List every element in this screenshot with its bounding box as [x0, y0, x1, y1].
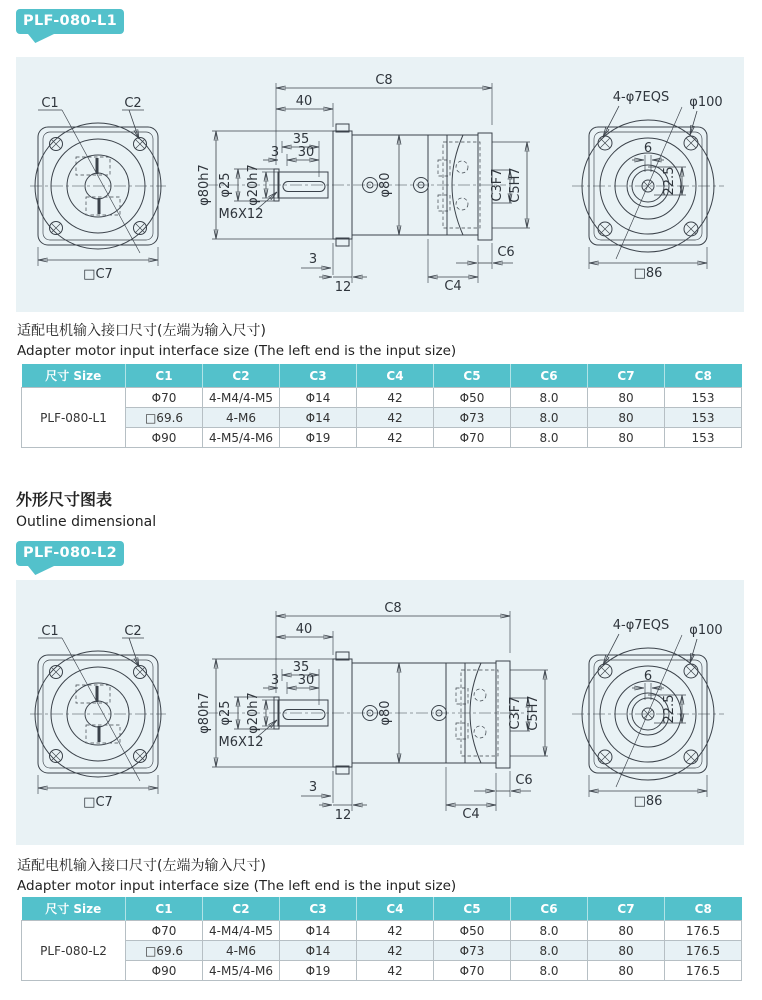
dim-label-c8: C8 — [384, 601, 402, 616]
dim-label-dia20h7: φ20h7 — [246, 164, 261, 206]
col-header-7: C7 — [588, 897, 665, 921]
dim-label-d3_bottom: 3 — [308, 252, 318, 267]
table-cell: 42 — [357, 388, 434, 408]
col-header-1: C1 — [126, 897, 203, 921]
dim-label-c2: C2 — [124, 624, 142, 639]
dim-label-c7: □C7 — [83, 795, 113, 810]
table-cell: Φ50 — [434, 921, 511, 941]
table-row — [22, 408, 742, 428]
dim-label-d3_bottom: 3 — [308, 780, 318, 795]
col-header-3: C3 — [280, 364, 357, 388]
model-badge-l1-label: PLF-080-L1 — [23, 13, 117, 29]
col-header-6: C6 — [511, 364, 588, 388]
col-header-2: C2 — [203, 364, 280, 388]
dim-label-d30: 30 — [297, 145, 315, 160]
dim-label-d22_5: 22.5 — [662, 694, 677, 724]
dim-label-d6: 6 — [643, 669, 653, 684]
outline-heading — [16, 487, 156, 530]
table-cell: Φ90 — [126, 961, 203, 981]
table-cell: 4-M4/4-M5 — [203, 921, 280, 941]
table-cell: Φ73 — [434, 941, 511, 961]
model-badge-l2-label: PLF-080-L2 — [23, 545, 117, 561]
dim-label-d86: □86 — [633, 266, 663, 281]
drawing-panel-l2 — [16, 580, 744, 845]
dimension-table-l2 — [21, 897, 742, 981]
col-header-7: C7 — [588, 364, 665, 388]
table-cell: 153 — [665, 428, 742, 448]
dim-label-d86: □86 — [633, 794, 663, 809]
table-row — [22, 941, 742, 961]
dim-label-m6: M6X12 — [218, 207, 264, 222]
table-cell: 4-M5/4-M6 — [203, 961, 280, 981]
table-cell: 4-M5/4-M6 — [203, 428, 280, 448]
table-cell: 8.0 — [511, 388, 588, 408]
table-cell: □69.6 — [126, 941, 203, 961]
table-cell: 42 — [357, 941, 434, 961]
table-cell: Φ70 — [434, 428, 511, 448]
dim-label-d3_top: 3 — [270, 673, 280, 688]
dim-label-d40: 40 — [295, 622, 313, 637]
note-en-2: Adapter motor input interface size (The left end is the input size) — [17, 878, 457, 894]
table-cell: Φ90 — [126, 428, 203, 448]
technical-drawing-l1 — [16, 57, 744, 312]
dim-label-c5h7: C5H7 — [508, 167, 523, 203]
table-cell: Φ14 — [280, 941, 357, 961]
dim-label-c6: C6 — [497, 245, 515, 260]
dim-label-d3_top: 3 — [270, 145, 280, 160]
col-header-5: C5 — [434, 364, 511, 388]
table-cell: Φ50 — [434, 388, 511, 408]
table-cell: 8.0 — [511, 961, 588, 981]
dim-label-dia80h7: φ80h7 — [197, 692, 212, 734]
dim-label-c3f7: C3F7 — [508, 696, 523, 730]
col-header-8: C8 — [665, 897, 742, 921]
table-cell: Φ19 — [280, 961, 357, 981]
table-cell: 80 — [588, 388, 665, 408]
table-cell: Φ19 — [280, 428, 357, 448]
table-cell: 4-M6 — [203, 408, 280, 428]
table-cell: 4-M4/4-M5 — [203, 388, 280, 408]
col-header-4: C4 — [357, 897, 434, 921]
col-header-6: C6 — [511, 897, 588, 921]
col-header-0: 尺寸 Size — [22, 897, 126, 921]
dim-label-dia20h7: φ20h7 — [246, 692, 261, 734]
dim-label-dia25: φ25 — [218, 700, 233, 726]
table-cell: 176.5 — [665, 961, 742, 981]
dim-label-d35: 35 — [292, 660, 310, 675]
dim-label-c6: C6 — [515, 773, 533, 788]
table-cell: □69.6 — [126, 408, 203, 428]
model-badge-l1 — [16, 9, 124, 34]
row-label: PLF-080-L2 — [22, 921, 126, 981]
dim-label-d6: 6 — [643, 141, 653, 156]
dim-label-c3f7: C3F7 — [490, 168, 505, 202]
table-cell: 80 — [588, 428, 665, 448]
col-header-8: C8 — [665, 364, 742, 388]
table-cell: Φ70 — [126, 388, 203, 408]
note-zh-1: 适配电机输入接口尺寸(左端为输入尺寸) — [17, 323, 266, 339]
table-cell: 8.0 — [511, 921, 588, 941]
note-block-2 — [17, 855, 456, 894]
dim-label-d30: 30 — [297, 673, 315, 688]
table-cell: Φ14 — [280, 921, 357, 941]
table-cell: 176.5 — [665, 921, 742, 941]
dim-label-dia100: φ100 — [689, 95, 723, 110]
outline-heading-zh: 外形尺寸图表 — [16, 490, 113, 509]
col-header-0: 尺寸 Size — [22, 364, 126, 388]
table-cell: 42 — [357, 961, 434, 981]
model-badge-l2 — [16, 541, 124, 566]
dim-label-dia100: φ100 — [689, 623, 723, 638]
dim-label-c5h7: C5H7 — [526, 695, 541, 731]
table-cell: Φ70 — [126, 921, 203, 941]
drawing-panel-l1 — [16, 57, 744, 312]
table-cell: 80 — [588, 961, 665, 981]
col-header-2: C2 — [203, 897, 280, 921]
note-zh-2: 适配电机输入接口尺寸(左端为输入尺寸) — [17, 858, 266, 874]
dim-label-d40: 40 — [295, 94, 313, 109]
table-row — [22, 961, 742, 981]
dim-label-c1: C1 — [41, 624, 59, 639]
table-cell: Φ14 — [280, 408, 357, 428]
table-cell: Φ14 — [280, 388, 357, 408]
table-cell: 8.0 — [511, 941, 588, 961]
dim-label-dia80h7: φ80h7 — [197, 164, 212, 206]
dim-label-d22_5: 22.5 — [662, 166, 677, 196]
col-header-3: C3 — [280, 897, 357, 921]
dim-label-eqs: 4-φ7EQS — [612, 618, 670, 633]
dim-label-m6: M6X12 — [218, 735, 264, 750]
dim-label-c8: C8 — [375, 73, 393, 88]
table-cell: 42 — [357, 921, 434, 941]
table-cell: 176.5 — [665, 941, 742, 961]
note-block-1 — [17, 320, 456, 359]
dim-label-d35: 35 — [292, 132, 310, 147]
dim-label-c7: □C7 — [83, 267, 113, 282]
dim-label-c2: C2 — [124, 96, 142, 111]
note-en-1: Adapter motor input interface size (The left end is the input size) — [17, 343, 457, 359]
table-cell: 80 — [588, 921, 665, 941]
table-cell: 4-M6 — [203, 941, 280, 961]
dim-label-d12: 12 — [334, 280, 352, 295]
dim-label-eqs: 4-φ7EQS — [612, 90, 670, 105]
table-cell: 8.0 — [511, 408, 588, 428]
table-cell: 80 — [588, 408, 665, 428]
table-cell: 80 — [588, 941, 665, 961]
table-cell: 42 — [357, 428, 434, 448]
col-header-1: C1 — [126, 364, 203, 388]
row-label: PLF-080-L1 — [22, 388, 126, 448]
table-cell: Φ70 — [434, 961, 511, 981]
dim-label-dia80: φ80 — [378, 172, 393, 198]
table-cell: 8.0 — [511, 428, 588, 448]
table-cell: 153 — [665, 388, 742, 408]
table-row — [22, 428, 742, 448]
technical-drawing-l2 — [16, 585, 744, 840]
dim-label-c1: C1 — [41, 96, 59, 111]
dim-label-dia80: φ80 — [378, 700, 393, 726]
col-header-5: C5 — [434, 897, 511, 921]
dimension-table-l1 — [21, 364, 742, 448]
col-header-4: C4 — [357, 364, 434, 388]
dim-label-d12: 12 — [334, 808, 352, 823]
table-cell: 42 — [357, 408, 434, 428]
table-row — [22, 388, 742, 408]
table-cell: Φ73 — [434, 408, 511, 428]
table-cell: 153 — [665, 408, 742, 428]
outline-heading-en: Outline dimensional — [16, 514, 157, 530]
dim-label-c4: C4 — [444, 279, 462, 294]
dim-label-c4: C4 — [462, 807, 480, 822]
table-row — [22, 921, 742, 941]
dim-label-dia25: φ25 — [218, 172, 233, 198]
